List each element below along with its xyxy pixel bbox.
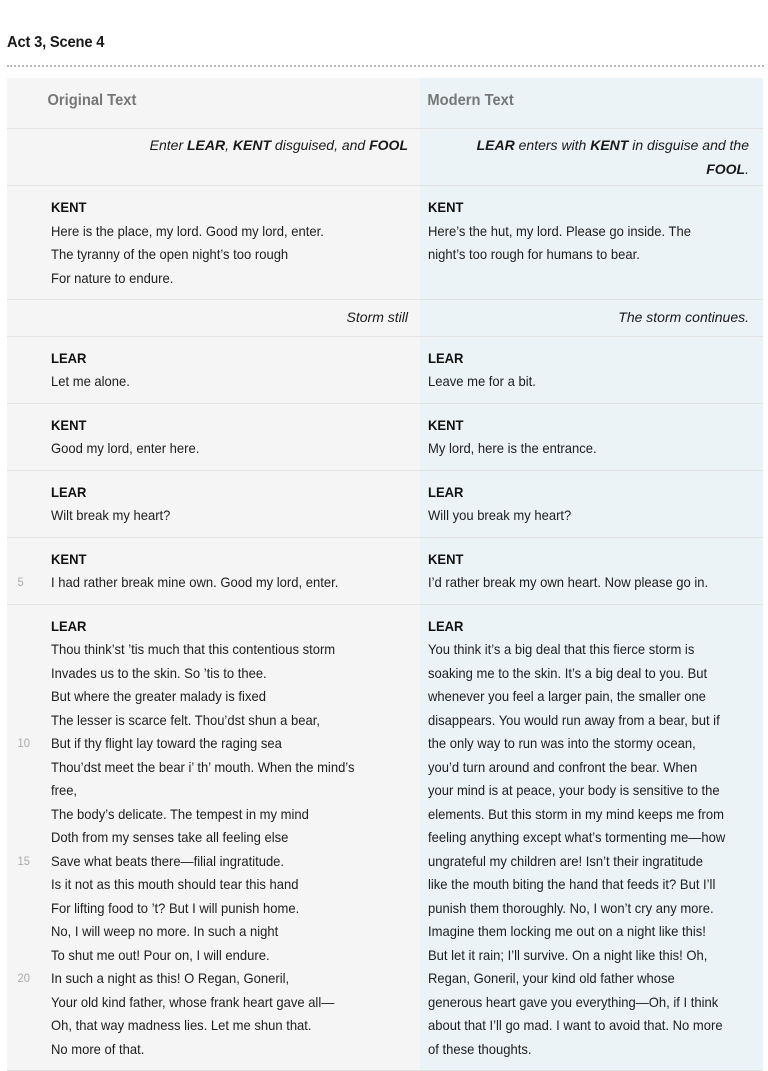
original-cell: [7, 337, 420, 403]
original-line: But where the greater malady is fixed: [51, 685, 387, 709]
original-line: 15 Save what beats there—filial ingratitude.: [51, 850, 387, 874]
dialogue-row: [7, 471, 763, 538]
stage-direction-original-cell: [7, 300, 420, 336]
stage-direction-modern: The storm continues.: [428, 306, 749, 330]
modern-cell: [420, 337, 763, 403]
stage-direction-original: Enter LEAR, KENT disguised, and FOOL: [51, 134, 408, 158]
speaker-name: KENT: [51, 548, 387, 572]
modern-cell: [420, 404, 763, 470]
original-line: No, I will weep no more. In such a night: [51, 920, 387, 944]
speaker-name: LEAR: [51, 615, 387, 639]
original-line: 5 I had rather break mine own. Good my lord, enter.: [51, 571, 387, 595]
original-line: Doth from my senses take all feeling else: [51, 826, 387, 850]
modern-cell: [420, 471, 763, 537]
original-line: free,: [51, 779, 387, 803]
scene-title: Act 3, Scene 4: [7, 34, 104, 52]
line-number: 10: [18, 732, 37, 756]
modern-text: You think it’s a big deal that this fierce storm is soaking me to the skin. It’s a big deal to you. But whenever you feel a larger pain, the smaller one disappears. You would run away from a bear, but if the only way to run was into the stormy ocean, you’d turn around and confront the bear. When your mind is at peace, your body is sensitive to the elements. But this storm in my mind keeps me from feeling anything except what’s tormenting me—how ungrateful my children are! Isn’t their ingratitude like the mouth biting the hand that feeds it? But I’ll punish them thoroughly. No, I won’t cry any more. Imagine them locking me out on a night like this! But let it rain; I’ll survive. On a night like this! Oh, Regan, Goneril, your kind old father whose generous heart gave you everything—Oh, if I think about that I’ll go mad. I want to avoid that. No more of these thoughts.: [428, 638, 751, 1061]
modern-text: Here’s the hut, my lord. Please go inside. The night’s too rough for humans to bear.: [428, 220, 751, 267]
original-line: Oh, that way madness lies. Let me shun that.: [51, 1014, 387, 1038]
original-line: Good my lord, enter here.: [51, 437, 387, 461]
original-line: The body’s delicate. The tempest in my mind: [51, 803, 387, 827]
speaker-name: LEAR: [428, 481, 728, 505]
speaker-name: KENT: [51, 414, 387, 438]
dialogue-row: [7, 404, 763, 471]
modern-cell: [420, 538, 763, 604]
dialogue-row: [7, 605, 763, 1071]
modern-text: Leave me for a bit.: [428, 370, 751, 394]
line-number: 5: [18, 571, 37, 595]
modern-text-header-cell: [420, 78, 763, 128]
original-line: Is it not as this mouth should tear this hand: [51, 873, 387, 897]
stage-direction-row: [7, 129, 763, 186]
original-line: No more of that.: [51, 1038, 387, 1062]
dialogue-row: [7, 337, 763, 404]
original-cell: [7, 538, 420, 604]
original-line: Your old kind father, whose frank heart gave all—: [51, 991, 387, 1015]
stage-direction-row: [7, 300, 763, 337]
line-number: 15: [18, 850, 37, 874]
parallel-text-table: [7, 78, 763, 1071]
original-line: The tyranny of the open night’s too rough: [51, 243, 387, 267]
dialogue-row: [7, 538, 763, 605]
stage-direction-modern: LEAR enters with KENT in disguise and the FOOL.: [428, 134, 749, 181]
stage-direction-original: Storm still: [51, 306, 408, 330]
original-line: Thou think’st ’tis much that this contentious storm: [51, 638, 387, 662]
modern-text: My lord, here is the entrance.: [428, 437, 751, 461]
speaker-name: LEAR: [428, 615, 728, 639]
original-line: Thou’dst meet the bear i’ th’ mouth. When the mind’s: [51, 756, 387, 780]
speaker-name: KENT: [428, 196, 728, 220]
original-line: Here is the place, my lord. Good my lord, enter.: [51, 220, 387, 244]
speaker-name: LEAR: [51, 347, 387, 371]
dotted-divider: [7, 65, 764, 67]
line-number: 20: [18, 967, 37, 991]
original-cell: [7, 605, 420, 1071]
original-line: 10 But if thy flight lay toward the raging sea: [51, 732, 387, 756]
original-line: For nature to endure.: [51, 267, 387, 291]
original-cell: [7, 186, 420, 299]
original-line: Invades us to the skin. So ’tis to thee.: [51, 662, 387, 686]
stage-direction-modern-cell: [420, 300, 763, 336]
speaker-name: LEAR: [51, 481, 387, 505]
modern-cell: [420, 605, 763, 1071]
speaker-name: LEAR: [428, 347, 728, 371]
stage-direction-modern-cell: [420, 129, 763, 185]
original-text-header-cell: [7, 78, 420, 128]
original-cell: [7, 404, 420, 470]
original-cell: [7, 471, 420, 537]
original-line: Let me alone.: [51, 370, 387, 394]
dialogue-row: [7, 186, 763, 300]
modern-cell: [420, 186, 763, 299]
original-text-header: Original Text: [7, 78, 387, 110]
original-line: The lesser is scarce felt. Thou’dst shun a bear,: [51, 709, 387, 733]
modern-text-header: Modern Text: [420, 78, 736, 110]
original-line: To shut me out! Pour on, I will endure.: [51, 944, 387, 968]
speaker-name: KENT: [428, 414, 728, 438]
original-line: Wilt break my heart?: [51, 504, 387, 528]
speaker-name: KENT: [428, 548, 728, 572]
original-line: For lifting food to ’t? But I will punish home.: [51, 897, 387, 921]
modern-text: Will you break my heart?: [428, 504, 751, 528]
table-header-row: [7, 78, 763, 129]
modern-text: I’d rather break my own heart. Now please go in.: [428, 571, 751, 595]
stage-direction-original-cell: [7, 129, 420, 185]
original-line: 20 In such a night as this! O Regan, Goneril,: [51, 967, 387, 991]
speaker-name: KENT: [51, 196, 387, 220]
